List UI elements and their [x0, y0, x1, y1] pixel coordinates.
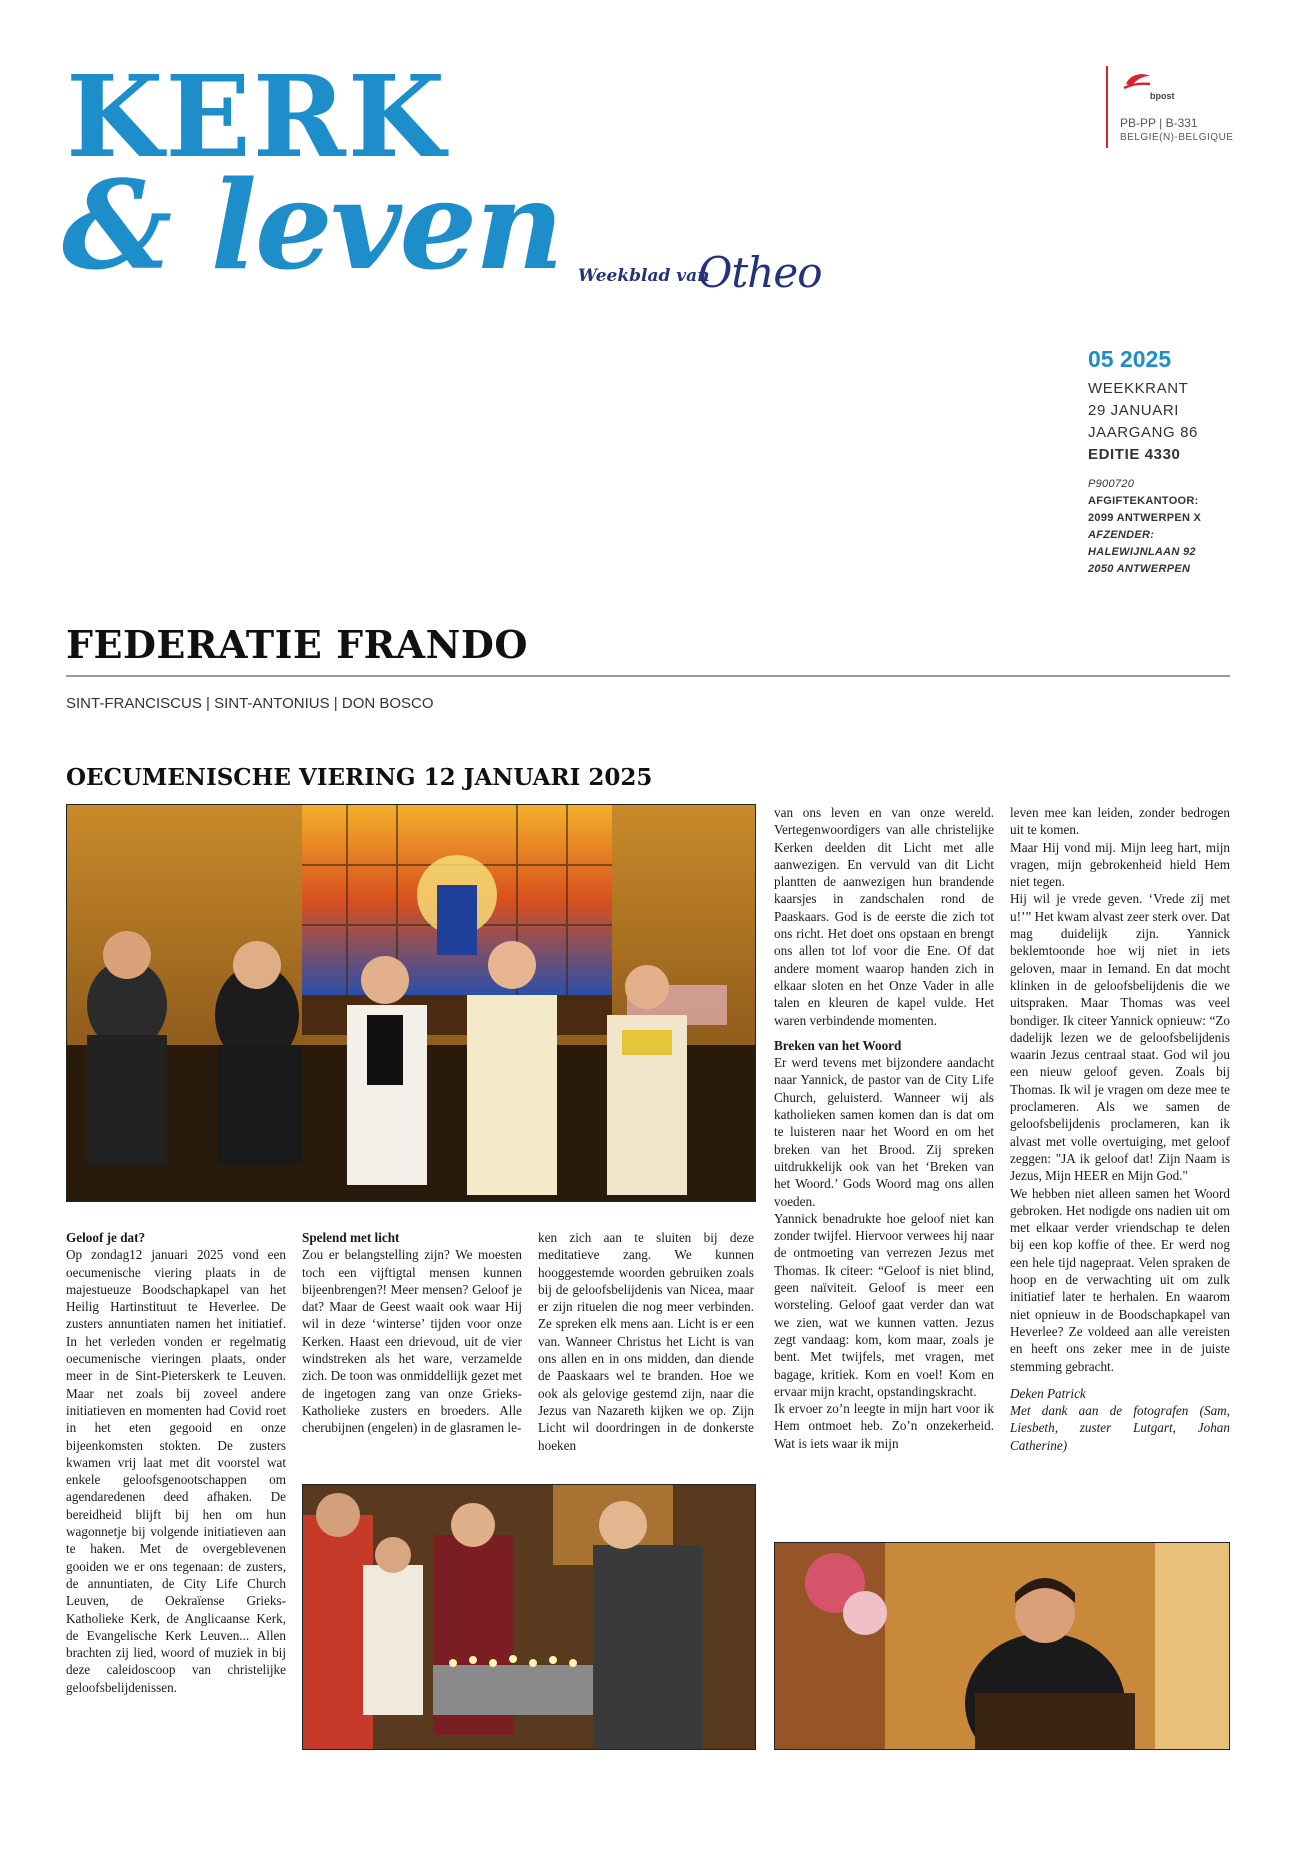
- office-value: 2099 ANTWERPEN X: [1088, 512, 1202, 524]
- column-5-text-a: leven mee kan leiden, zonder bedrogen uit te komen.: [1010, 805, 1230, 838]
- sender-street: HALEWIJNLAAN 92: [1088, 546, 1196, 558]
- edition-volume: JAARGANG 86: [1088, 424, 1198, 441]
- section-divider: [66, 675, 1230, 677]
- column-5-text-b: Maar Hij vond mij. Mijn leeg hart, mijn vragen, mijn gebrokenheid hield Hem niet tegen.: [1010, 839, 1230, 890]
- subheading-woord: Breken van het Woord: [774, 1037, 902, 1053]
- article-column-5: [1010, 804, 1230, 1454]
- main-photo: [66, 804, 756, 1202]
- photo-credit: Met dank aan de fotografen (Sam, Liesbeth, zuster Lutgart, Johan Catherine): [1010, 1403, 1230, 1453]
- bpost-wordmark: bpost: [1150, 91, 1175, 101]
- office-label: AFGIFTEKANTOOR:: [1088, 495, 1199, 507]
- column-1-text: Op zondag12 januari 2025 vond een oecumenische viering plaats in de majestueuze Boodschapkapel van het Heilig Hartinstituut te Heverlee. De zusters annuntiaten namen het initiatief. In het verleden vonden er regelmatig oecumenische vieringen plaats, onder meer in de Sint-Pieterskerk te Leuven. Maar net zoals bij zoveel andere initiatieven en momenten had Covid roet in het eten gegooid en onze bijeenkomsten stokten. De zusters kwamen vrij laat met dit voorstel wat enkele geloofsgenootschappen om agendaredenen deed afhaken. De bereidheid blijft bij hen om hun wagonnetje bij volgende initiatieven aan te haken. Met de overgeblevenen gooiden we er ons tegenaan: de zusters, de annuntiaten, de City Life Church Leuven, de Oekraïense Grieks-Katholieke Kerk, de Anglicaanse Kerk, de Evangelische Kerk Leuven... Allen brachten zij lied, woord of muziek in bij deze caleidoscoop van christelijke geloofsbelijdenissen.: [66, 1247, 286, 1695]
- sender-city: 2050 ANTWERPEN: [1088, 563, 1191, 575]
- candles-photo: [302, 1484, 756, 1750]
- masthead-title-leven: & leven: [62, 153, 562, 297]
- edition-date: 29 JANUARI: [1088, 402, 1180, 419]
- publisher-logo: Otheo: [698, 248, 822, 297]
- column-2-text: Zou er belangstelling zijn? We moesten toch een vijftigtal mensen kunnen bijeenbrengen?! Meer mensen? Geloof je dat? Maar de Geest waait ook waar Hij wil in deze ‘winterse’ tijden voor onze Kerken. Haast een drievoud, uit de vier windstreken als het ware, verzamelde zich. De toon was onmiddellijk gezet met de ingetogen zang van onze Grieks-Katholieke zusters en broeders. Alle cherubijnen (engelen) in de glasramen le-: [302, 1247, 522, 1436]
- column-5-text-c: Hij wil je vrede geven. ‘Vrede zij met u!’” Het kwam alvast zeer sterk over. Dat mag duidelijk zijn. Yannick beklemtoonde hoe wij niet in iets geloven, maar in Iemand. En dat mocht klinken in de geloofsbelijdenis die we uitspraken. Maar Thomas was veel bondiger. Ik citeer Yannick opnieuw: “Zo dadelijk lezen we de geloofsbelijdenis waarin Jezus centraal staat. God wil jou een nieuw geloof geven. Zoals bij Thomas. Ik wil je vragen om deze mee te proclameren. Als we samen de geloofsbelijdenis proclameren, kan ik alvast met volle overtuiging, met geloof zeggen: "JA ik geloof dat! Zijn Naam is Jezus, Mijn HEER en Mijn God.": [1010, 891, 1230, 1184]
- column-4-text-a: van ons leven en van onze wereld. Vertegenwoordigers van alle christelijke Kerken deelden dit Licht met alle aanwezigen. En vervuld van dit Licht plantten de aanwezigen hun brandende kaarsjes in zandschalen rond de Paaskaars. God is de eerste die zich tot ons richt. Het doet ons opstaan en brengt ons allen tot lof voor die Ene. Of dat andere moment waarop handen zich in elkaar sloten en het Onze Vader in alle talen en kleuren de kapel vulde. Het waren verbindende momenten.: [774, 805, 994, 1028]
- postal-divider: [1106, 66, 1108, 148]
- edition-id: EDITIE 4330: [1088, 446, 1181, 463]
- sender-label: AFZENDER:: [1088, 529, 1155, 541]
- article-column-2: [302, 1229, 522, 1437]
- section-parishes: SINT-FRANCISCUS | SINT-ANTONIUS | DON BOSCO: [66, 695, 434, 712]
- pastor-photo: [774, 1542, 1230, 1750]
- article-signature: Deken Patrick: [1010, 1385, 1086, 1401]
- masthead-tagline: Weekblad van: [578, 266, 710, 286]
- subheading-licht: Spelend met licht: [302, 1230, 400, 1245]
- postal-country-line: BELGIE(N)-BELGIQUE: [1120, 132, 1234, 143]
- article-headline: OECUMENISCHE VIERING 12 JANUARI 2025: [66, 764, 653, 791]
- subheading-geloof: Geloof je dat?: [66, 1230, 146, 1245]
- edition-code: P900720: [1088, 478, 1135, 490]
- article-column-1: [66, 1229, 286, 1696]
- section-title: FEDERATIE FRANDO: [66, 622, 528, 667]
- column-4-text-d: Ik ervoer zo’n leegte in mijn hart voor ik Hem ontmoet heb. Zo’n onzekerheid. Wat is iets waar ik mijn: [774, 1401, 994, 1451]
- edition-type: WEEKKRANT: [1088, 380, 1189, 397]
- column-3-text: ken zich aan te sluiten bij deze meditatieve zang. We kunnen hooggestemde woorden gebruiken zoals bij de geloofsbelijdenis van Nicea, maar er zijn rituelen die nog meer verbinden. Ze spreken elk mens aan. Licht is er een van. Wanneer Christus het Licht is van ons allen en in ons midden, dan diende de Paaskaars wel te branden. Hoe we ook als gelovige gestemd zijn, naar die Jezus van Nazareth kijken we op. Zijn Licht wil doordringen in de donkerste hoeken: [538, 1230, 754, 1453]
- postal-code-line: PB-PP | B-331: [1120, 116, 1198, 130]
- column-5-text-d: We hebben niet alleen samen het Woord gebroken. Het nodigde ons nadien uit om met elkaar verder vriendschap te delen bij een kop koffie of thee. Er werd nog een hele tijd nagepraat. Velen spraken de hoop en de verwachting uit om zulk initiatief later te herhalen. En waarom niet opnieuw in de Boodschapkapel van Heverlee? Ze voldeed aan alle vereisten en heeft ons zeker mee in de juiste stemming gebracht.: [1010, 1185, 1230, 1374]
- article-column-3: [538, 1229, 754, 1454]
- article-column-4: [774, 804, 994, 1452]
- column-4-text-c: Yannick benadrukte hoe geloof niet kan zonder twijfel. Hiervoor verwees hij naar de ontmoeting van verrezen Jezus met Thomas. Ik citeer: “Geloof is niet blind, geen naïviteit. Geloof is meer een worsteling. Geloof gaat verder dan wat we zien, wat we kunnen vatten. Jezus zegt vandaag: kom, kom maar, zoals je bent. Met twijfels, met vragen, met bagage, kritiek. Kom en voel! Kom en ervaar mijn kracht, opstandingskracht.: [774, 1210, 994, 1399]
- column-4-text-b: Er werd tevens met bijzondere aandacht naar Yannick, de pastor van de City Life Church, geluisterd. Wanneer wij als katholieken samen komen dan is dat om te luisteren naar het Woord en om het breken van het Brood. Zij spreken uitdrukkelijk ook van het ‘Breken van het Woord.’ Gods Woord mag ons allen voeden.: [774, 1055, 994, 1209]
- edition-number: 05 2025: [1088, 346, 1172, 372]
- masthead-title-kerk: KERK: [66, 52, 448, 183]
